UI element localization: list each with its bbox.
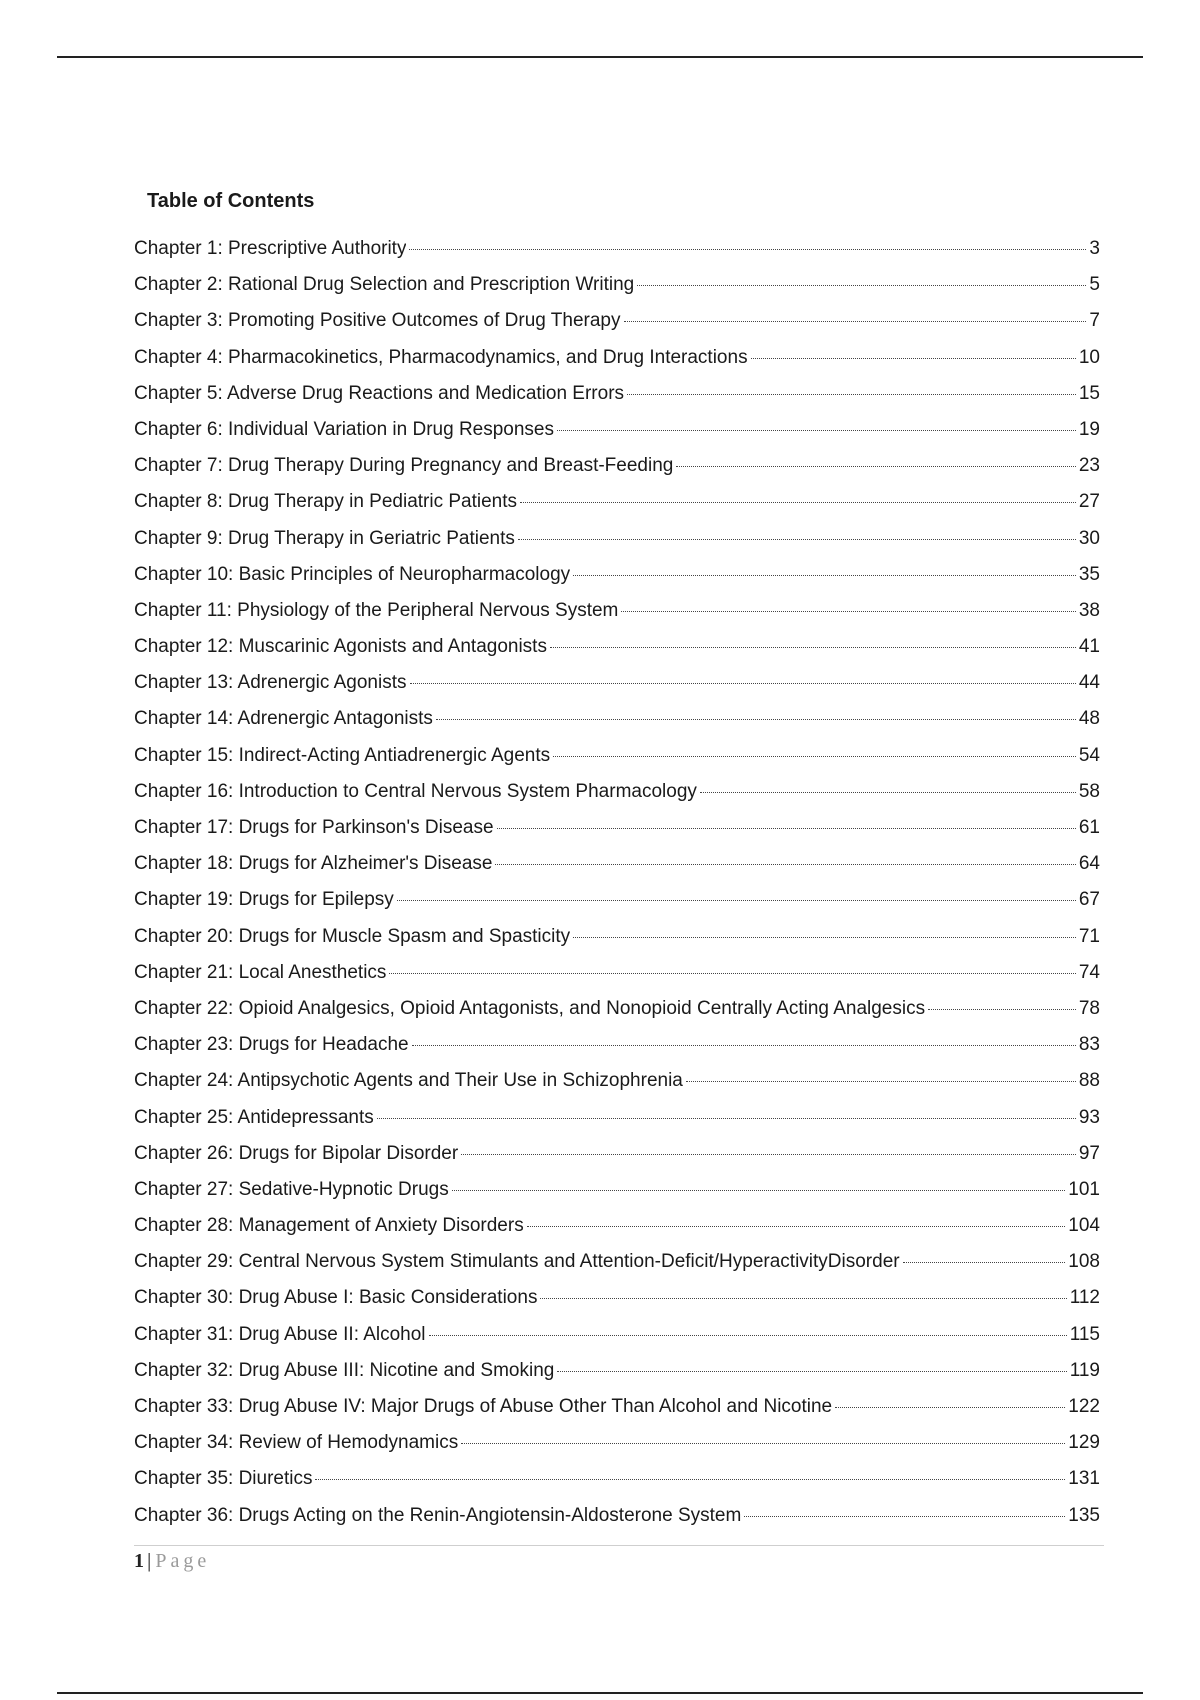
toc-entry[interactable]: [134, 998, 1100, 1034]
dot-leader: [540, 1298, 1066, 1299]
toc-entry-label: Chapter 6: Individual Variation in Drug Responses: [134, 418, 554, 440]
dot-leader: [573, 937, 1076, 938]
toc-entry-page: 67: [1078, 889, 1100, 911]
bottom-rule: [57, 1692, 1143, 1694]
toc-entry[interactable]: [134, 962, 1100, 998]
toc-entry-label: Chapter 19: Drugs for Epilepsy: [134, 889, 394, 911]
dot-leader: [553, 756, 1076, 757]
toc-entry-page: 122: [1068, 1396, 1100, 1417]
toc-entry[interactable]: [134, 889, 1100, 925]
dot-leader: [637, 285, 1086, 286]
toc-entry-page: 104: [1068, 1215, 1100, 1237]
toc-entry-page: 48: [1078, 708, 1100, 730]
toc-entry-label: Chapter 29: Central Nervous System Stimulants and Attention-Deficit/HyperactivityDisorder: [134, 1251, 900, 1273]
toc-entry-page: 64: [1078, 853, 1100, 875]
toc-entry-page: 129: [1068, 1432, 1100, 1454]
toc-entry[interactable]: [134, 1143, 1100, 1179]
toc-entry[interactable]: [134, 1287, 1100, 1323]
dot-leader: [627, 394, 1076, 395]
toc-entry-page: 41: [1078, 636, 1100, 658]
top-rule: [57, 56, 1143, 58]
toc-entry-page: 54: [1078, 744, 1100, 766]
toc-entry-label: Chapter 12: Muscarinic Agonists and Antagonists: [134, 636, 547, 658]
toc-entry-label: Chapter 26: Drugs for Bipolar Disorder: [134, 1142, 459, 1164]
toc-entry[interactable]: [134, 491, 1100, 527]
toc-entry[interactable]: [134, 600, 1100, 636]
toc-entry[interactable]: [134, 419, 1100, 455]
toc-entry-page: 115: [1069, 1323, 1100, 1345]
toc-entry[interactable]: [134, 347, 1100, 383]
toc-entry-label: Chapter 23: Drugs for Headache: [134, 1034, 409, 1056]
toc-entry[interactable]: [134, 817, 1100, 853]
toc-entry-label: Chapter 18: Drugs for Alzheimer's Disease: [134, 853, 493, 875]
dot-leader: [903, 1262, 1066, 1263]
toc-entry-label: Chapter 16: Introduction to Central Nervous System Pharmacology: [134, 780, 697, 802]
toc-entry-label: Chapter 2: Rational Drug Selection and Prescription Writing: [134, 274, 635, 296]
dot-leader: [557, 430, 1076, 431]
dot-leader: [409, 249, 1086, 250]
toc-entry-page: 27: [1078, 491, 1100, 513]
page-footer: [134, 1550, 210, 1573]
toc-entry-page: 44: [1078, 672, 1100, 694]
toc-title: Table of Contents: [147, 190, 315, 212]
toc-entry-page: 135: [1068, 1504, 1100, 1526]
toc-entry-page: 30: [1078, 527, 1100, 549]
toc-entry[interactable]: [134, 853, 1100, 889]
toc-entry[interactable]: [134, 1432, 1100, 1468]
toc-entry-label: Chapter 25: Antidepressants: [134, 1106, 374, 1128]
toc-entry[interactable]: [134, 1505, 1100, 1541]
toc-entry-label: Chapter 10: Basic Principles of Neuropharmacology: [134, 563, 571, 585]
page-word: Page: [155, 1550, 211, 1572]
dot-leader: [518, 539, 1076, 540]
toc-entry-page: 131: [1068, 1468, 1100, 1490]
footer-rule: [134, 1545, 1104, 1546]
dot-leader: [621, 611, 1075, 612]
toc-entry-label: Chapter 7: Drug Therapy During Pregnancy and Breast-Feeding: [134, 455, 674, 477]
toc-entry-label: Chapter 17: Drugs for Parkinson's Disease: [134, 817, 494, 838]
dot-leader: [835, 1407, 1065, 1408]
toc-entry-page: 3: [1089, 238, 1100, 259]
toc-entry-label: Chapter 34: Review of Hemodynamics: [134, 1432, 459, 1454]
toc-entry-page: 119: [1069, 1359, 1100, 1381]
dot-leader: [412, 1045, 1076, 1046]
toc-entry-label: Chapter 15: Indirect-Acting Antiadrenergic Agents: [134, 744, 551, 766]
toc-entry-label: Chapter 32: Drug Abuse III: Nicotine and Smoking: [134, 1359, 555, 1381]
toc-entry[interactable]: [134, 455, 1100, 491]
toc-entry-label: Chapter 8: Drug Therapy in Pediatric Patients: [134, 491, 518, 513]
toc-entry-page: 7: [1089, 310, 1100, 332]
toc-entry[interactable]: [134, 1324, 1100, 1360]
toc-entry-page: 5: [1089, 274, 1100, 296]
toc-entry-label: Chapter 5: Adverse Drug Reactions and Medication Errors: [134, 382, 625, 404]
toc-entry[interactable]: [134, 1034, 1100, 1070]
dot-leader: [527, 1226, 1066, 1227]
dot-leader: [550, 647, 1076, 648]
toc-entry[interactable]: [134, 1107, 1100, 1143]
toc-entry[interactable]: [134, 383, 1100, 419]
dot-leader: [686, 1081, 1076, 1082]
toc-entry-page: 78: [1078, 997, 1100, 1019]
dot-leader: [452, 1190, 1066, 1191]
toc-entry-label: Chapter 31: Drug Abuse II: Alcohol: [134, 1323, 426, 1345]
toc-entry-page: 58: [1078, 780, 1100, 802]
toc-entry[interactable]: [134, 310, 1100, 346]
toc-entry[interactable]: [134, 564, 1100, 600]
page-number: 1: [134, 1550, 144, 1572]
toc-entry[interactable]: [134, 1396, 1100, 1432]
dot-leader: [751, 358, 1076, 359]
toc-entry[interactable]: [134, 1251, 1100, 1287]
dot-leader: [377, 1118, 1076, 1119]
dot-leader: [928, 1009, 1076, 1010]
toc-entry[interactable]: [134, 1360, 1100, 1396]
dot-leader: [495, 864, 1075, 865]
toc-entry-page: 19: [1078, 418, 1100, 440]
toc-entry-page: 23: [1078, 455, 1100, 477]
toc-entry-page: 112: [1069, 1287, 1100, 1309]
dot-leader: [624, 321, 1087, 322]
toc-entry[interactable]: [134, 1179, 1100, 1215]
toc-entry-page: 38: [1078, 599, 1100, 621]
toc-entry-label: Chapter 4: Pharmacokinetics, Pharmacodynamics, and Drug Interactions: [134, 346, 748, 368]
toc-entry-label: Chapter 13: Adrenergic Agonists: [134, 672, 407, 694]
toc-entry[interactable]: [134, 274, 1100, 310]
toc-entry-page: 93: [1078, 1106, 1100, 1128]
toc-entry-page: 71: [1078, 925, 1100, 947]
page-separator: |: [147, 1550, 152, 1572]
dot-leader: [520, 502, 1076, 503]
toc-entry-label: Chapter 1: Prescriptive Authority: [134, 238, 407, 259]
toc-entry-page: 35: [1078, 563, 1100, 585]
dot-leader: [429, 1335, 1067, 1336]
toc-entry[interactable]: [134, 238, 1100, 274]
toc-entry-label: Chapter 21: Local Anesthetics: [134, 961, 387, 983]
toc-list: [134, 238, 1100, 1541]
toc-entry-page: 83: [1078, 1034, 1100, 1056]
toc-entry-label: Chapter 9: Drug Therapy in Geriatric Patients: [134, 527, 515, 549]
toc-entry-label: Chapter 30: Drug Abuse I: Basic Considerations: [134, 1287, 538, 1309]
dot-leader: [744, 1516, 1065, 1517]
dot-leader: [573, 575, 1076, 576]
toc-entry[interactable]: [134, 528, 1100, 564]
toc-entry-label: Chapter 20: Drugs for Muscle Spasm and Spasticity: [134, 925, 571, 947]
toc-entry-label: Chapter 11: Physiology of the Peripheral Nervous System: [134, 599, 619, 621]
toc-entry-page: 108: [1068, 1251, 1100, 1273]
dot-leader: [461, 1443, 1065, 1444]
toc-entry[interactable]: [134, 672, 1100, 708]
toc-entry-page: 88: [1078, 1070, 1100, 1092]
toc-entry-label: Chapter 27: Sedative-Hypnotic Drugs: [134, 1178, 449, 1200]
dot-leader: [461, 1154, 1076, 1155]
toc-entry[interactable]: [134, 1070, 1100, 1106]
toc-entry-label: Chapter 22: Opioid Analgesics, Opioid Antagonists, and Nonopioid Centrally Acting Analgesics: [134, 997, 926, 1019]
toc-entry[interactable]: [134, 745, 1100, 781]
dot-leader: [436, 719, 1076, 720]
toc-entry[interactable]: [134, 1215, 1100, 1251]
toc-entry[interactable]: [134, 708, 1100, 744]
dot-leader: [389, 973, 1075, 974]
toc-entry-label: Chapter 28: Management of Anxiety Disorders: [134, 1215, 524, 1237]
toc-entry[interactable]: [134, 1468, 1100, 1504]
toc-entry-page: 61: [1078, 817, 1100, 838]
toc-entry-label: Chapter 14: Adrenergic Antagonists: [134, 708, 433, 730]
toc-entry-label: Chapter 24: Antipsychotic Agents and Their Use in Schizophrenia: [134, 1070, 683, 1092]
toc-entry[interactable]: [134, 926, 1100, 962]
toc-entry-label: Chapter 33: Drug Abuse IV: Major Drugs of Abuse Other Than Alcohol and Nicotine: [134, 1396, 833, 1417]
toc-entry-page: 101: [1068, 1178, 1100, 1200]
dot-leader: [397, 900, 1076, 901]
dot-leader: [676, 466, 1076, 467]
dot-leader: [315, 1479, 1065, 1480]
toc-entry-page: 10: [1078, 346, 1100, 368]
toc-entry-page: 15: [1078, 382, 1100, 404]
toc-entry-page: 97: [1078, 1142, 1100, 1164]
dot-leader: [410, 683, 1076, 684]
toc-entry[interactable]: [134, 636, 1100, 672]
dot-leader: [700, 792, 1076, 793]
toc-entry[interactable]: [134, 781, 1100, 817]
toc-entry-label: Chapter 3: Promoting Positive Outcomes of Drug Therapy: [134, 310, 621, 332]
toc-entry-label: Chapter 36: Drugs Acting on the Renin-Angiotensin-Aldosterone System: [134, 1504, 742, 1526]
dot-leader: [497, 828, 1076, 829]
toc-entry-label: Chapter 35: Diuretics: [134, 1468, 313, 1490]
dot-leader: [557, 1371, 1066, 1372]
toc-entry-page: 74: [1078, 961, 1100, 983]
